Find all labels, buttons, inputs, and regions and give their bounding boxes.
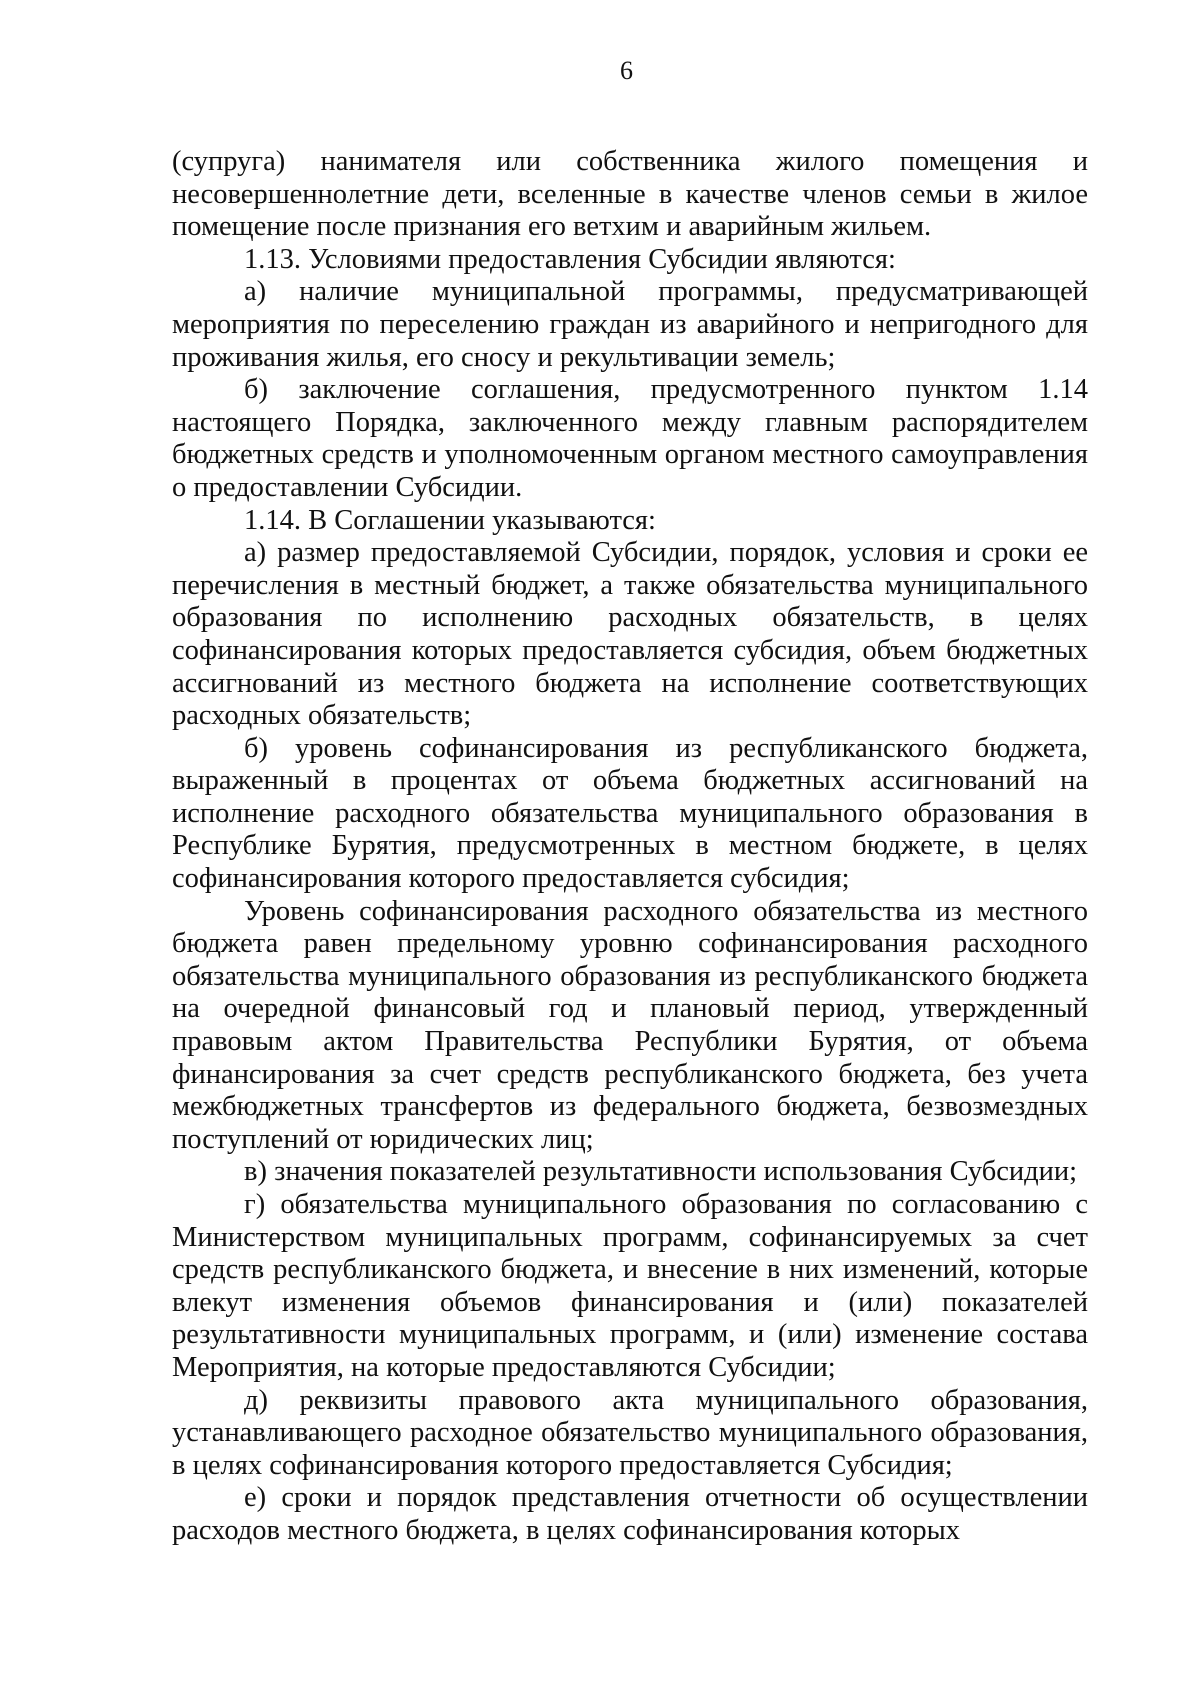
paragraph-1-14-g: г) обязательства муниципального образования по согласованию с Министерством муниципальных программ, софинансируемых за счет средств республиканского бюджета, и внесение в них изменений, которые влекут изменения объемов финансирования и (или) показателей результативности муниципальных программ, и (или) изменение состава Мероприятия, на которые предоставляются Субсидии; [172,1189,1088,1383]
paragraph-1-14-a: а) размер предоставляемой Субсидии, порядок, условия и сроки ее перечисления в местный бюджет, а также обязательства муниципального образования по исполнению расходных обязательств, в целях софинансирования которых предоставляется субсидия, объем бюджетных ассигнований из местного бюджета на исполнение соответствующих расходных обязательств; [172,537,1088,732]
paragraph-1-13-a: а) наличие муниципальной программы, предусматривающей мероприятия по переселению граждан из аварийного и непригодного для проживания жилья, его сносу и рекультивации земель; [172,276,1088,373]
page-number: 6 [620,56,633,85]
paragraph-1-13-b: б) заключение соглашения, предусмотренного пунктом 1.14 настоящего Порядка, заключенного между главным распорядителем бюджетных средств и уполномоченным органом местного самоуправления о предоставлении Субсидии. [172,374,1088,503]
paragraph-1-14-heading: 1.14. В Соглашении указываются: [244,504,656,536]
paragraph-1-13-heading: 1.13. Условиями предоставления Субсидии являются: [244,243,896,275]
paragraph-1-14-v: в) значения показателей результативности использования Субсидии; [244,1156,1078,1188]
paragraph-1-14-e: е) сроки и порядок представления отчетности об осуществлении расходов местного бюджета, в целях софинансирования которых [172,1482,1088,1546]
paragraph-continuation: (супруга) нанимателя или собственника жилого помещения и несовершеннолетние дети, вселенные в качестве членов семьи в жилое помещение после признания его ветхим и аварийным жильем. [172,146,1088,243]
document-body [172,146,1088,1548]
paragraph-1-14-b: б) уровень софинансирования из республиканского бюджета, выраженный в процентах от объема бюджетных ассигнований на исполнение расходного обязательства муниципального образования в Республике Бурятия, предусмотренных в местном бюджете, в целях софинансирования которого предоставляется субсидия; [172,732,1088,895]
paragraph-cofinancing-level: Уровень софинансирования расходного обязательства из местного бюджета равен предельному уровню софинансирования расходного обязательства муниципального образования из республиканского бюджета на очередной финансовый год и плановый период, утвержденный правовым актом Правительства Республики Бурятия, от объема финансирования за счет средств республиканского бюджета, без учета межбюджетных трансфертов из федерального бюджета, безвозмездных поступлений от юридических лиц; [172,895,1088,1155]
paragraph-1-14-d: д) реквизиты правового акта муниципального образования, устанавливающего расходное обязательство муниципального образования, в целях софинансирования которого предоставляется Субсидия; [172,1384,1088,1481]
